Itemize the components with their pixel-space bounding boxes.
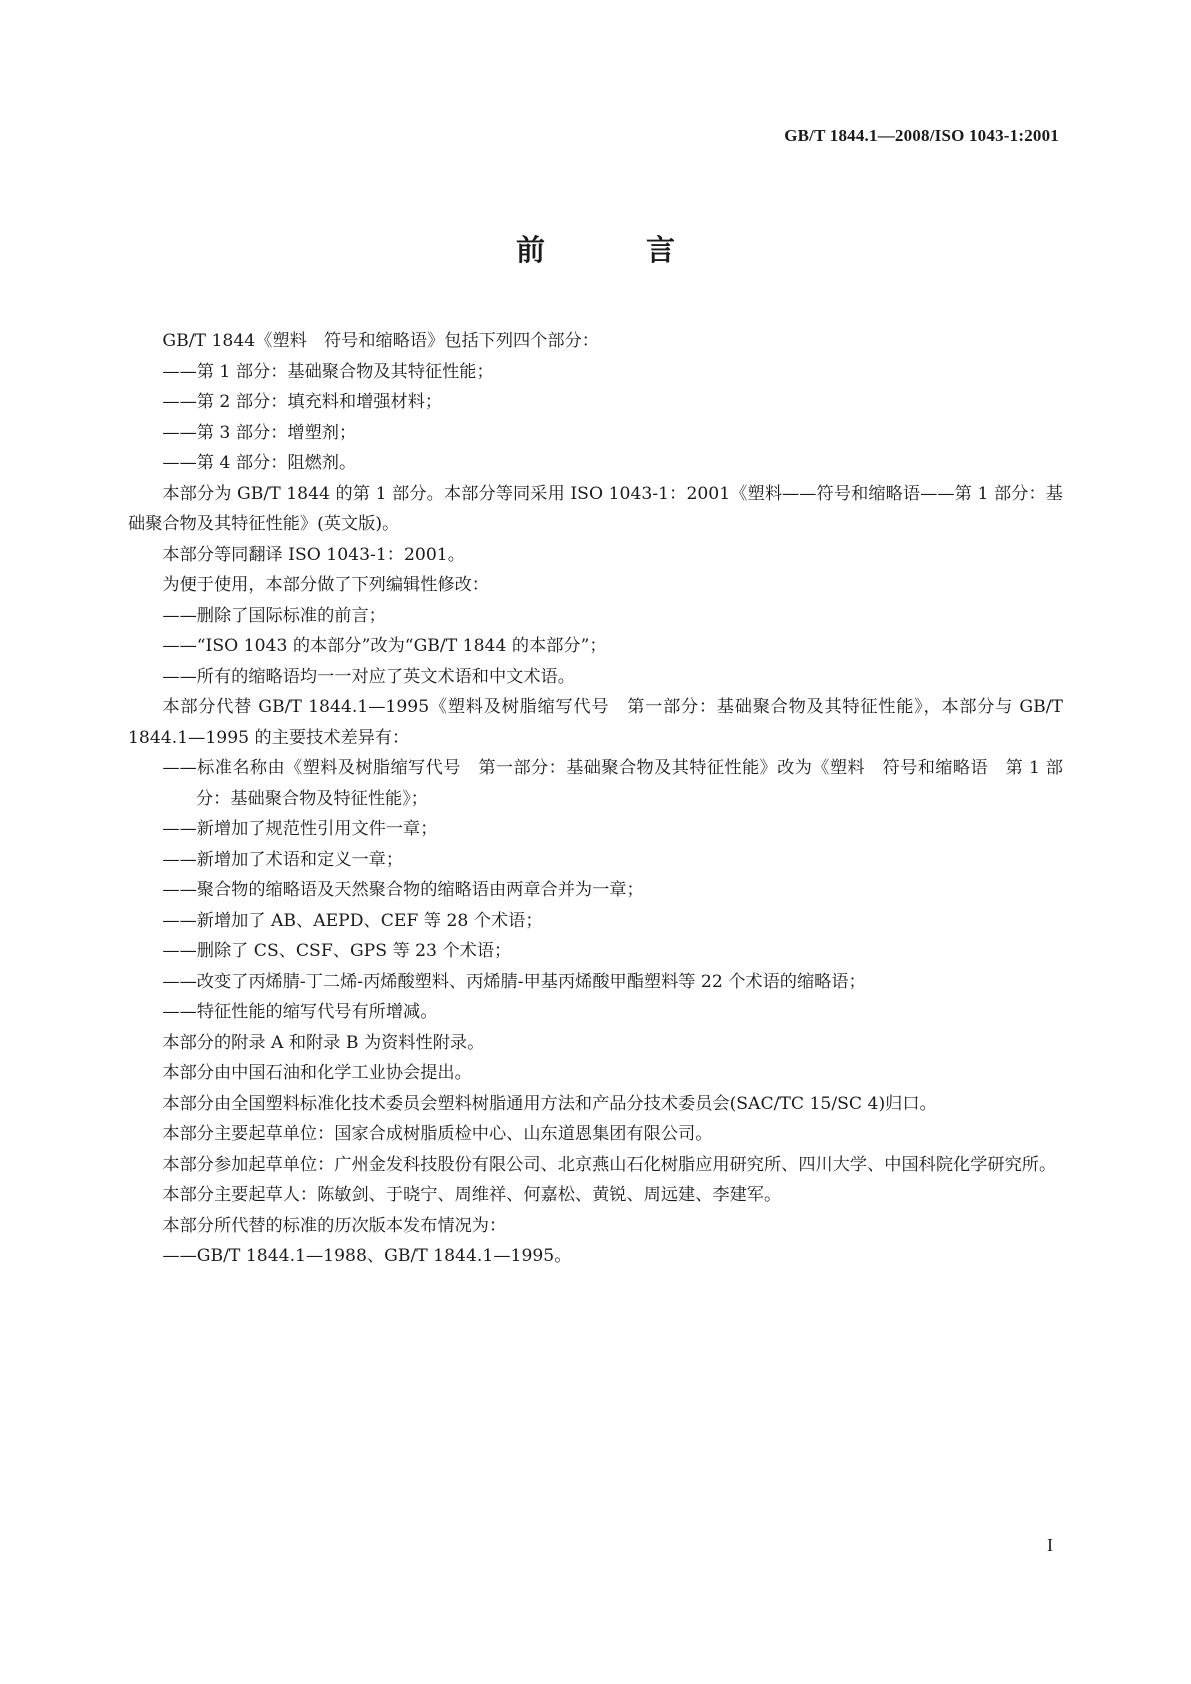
list-item: ——聚合物的缩略语及天然聚合物的缩略语由两章合并为一章； xyxy=(162,880,644,900)
paragraph: 本部分参加起草单位：广州金发科技股份有限公司、北京燕山石化树脂应用研究所、四川大学、中国科院化学研究所。 xyxy=(162,1154,1057,1175)
list-item: ——删除了国际标准的前言； xyxy=(162,605,386,626)
paragraph: 本部分主要起草单位：国家合成树脂质检中心、山东道恩集团有限公司。 xyxy=(162,1124,713,1144)
list-item: ——第 2 部分：填充料和增强材料； xyxy=(162,392,443,412)
foreword-body xyxy=(128,326,1063,1272)
list-item: ——第 1 部分：基础聚合物及其特征性能； xyxy=(162,361,494,382)
list-item: ——“ISO 1043 的本部分”改为“GB/T 1844 的本部分”； xyxy=(162,636,607,656)
page-number: I xyxy=(1047,1535,1053,1555)
list-item: ——删除了 CS、CSF、GPS 等 23 个术语； xyxy=(162,941,512,961)
paragraph: GB/T 1844《塑料 符号和缩略语》包括下列四个部分： xyxy=(162,331,599,351)
list-item: ——第 3 部分：增塑剂； xyxy=(162,422,357,443)
paragraph: 本部分为 GB/T 1844 的第 1 部分。本部分等同采用 ISO 1043-1：2001《塑料——符号和缩略语——第 1 部分：基础聚合物及其特征性能》(英文版)。 xyxy=(128,483,1063,534)
paragraph: 本部分由中国石油和化学工业协会提出。 xyxy=(162,1063,472,1083)
list-item: ——GB/T 1844.1—1988、GB/T 1844.1—1995。 xyxy=(162,1246,572,1266)
list-item: ——第 4 部分：阻燃剂。 xyxy=(162,453,357,473)
list-item: ——改变了丙烯腈-丁二烯-丙烯酸塑料、丙烯腈-甲基丙烯酸甲酯塑料等 22 个术语的缩略语； xyxy=(162,971,866,992)
page-title: 前 言 xyxy=(515,233,711,267)
list-item: ——新增加了 AB、AEPD、CEF 等 28 个术语； xyxy=(162,910,543,931)
document-header-code: GB/T 1844.1—2008/ISO 1043-1:2001 xyxy=(784,126,1059,145)
paragraph: 本部分所代替的标准的历次版本发布情况为： xyxy=(162,1215,507,1236)
paragraph: 本部分由全国塑料标准化技术委员会塑料树脂通用方法和产品分技术委员会(SAC/TC 15/SC 4)归口。 xyxy=(162,1093,937,1114)
list-item: ——标准名称由《塑料及树脂缩写代号 第一部分：基础聚合物及其特征性能》改为《塑料 符号和缩略语 第 1 部分：基础聚合物及特征性能》； xyxy=(162,758,1063,809)
list-item: ——所有的缩略语均一一对应了英文术语和中文术语。 xyxy=(162,666,575,687)
list-item: ——新增加了术语和定义一章； xyxy=(162,849,404,870)
paragraph: 本部分的附录 A 和附录 B 为资料性附录。 xyxy=(162,1032,485,1053)
list-item: ——特征性能的缩写代号有所增减。 xyxy=(162,1002,438,1022)
paragraph: 本部分代替 GB/T 1844.1—1995《塑料及树脂缩写代号 第一部分：基础聚合物及其特征性能》，本部分与 GB/T 1844.1—1995 的主要技术差异有： xyxy=(128,697,1063,748)
paragraph: 本部分等同翻译 ISO 1043-1：2001。 xyxy=(162,544,465,565)
list-item: ——新增加了规范性引用文件一章； xyxy=(162,819,438,839)
paragraph: 本部分主要起草人：陈敏剑、于晓宁、周维祥、何嘉松、黄锐、周远建、李建军。 xyxy=(162,1185,782,1205)
paragraph: 为便于使用，本部分做了下列编辑性修改： xyxy=(162,575,489,595)
